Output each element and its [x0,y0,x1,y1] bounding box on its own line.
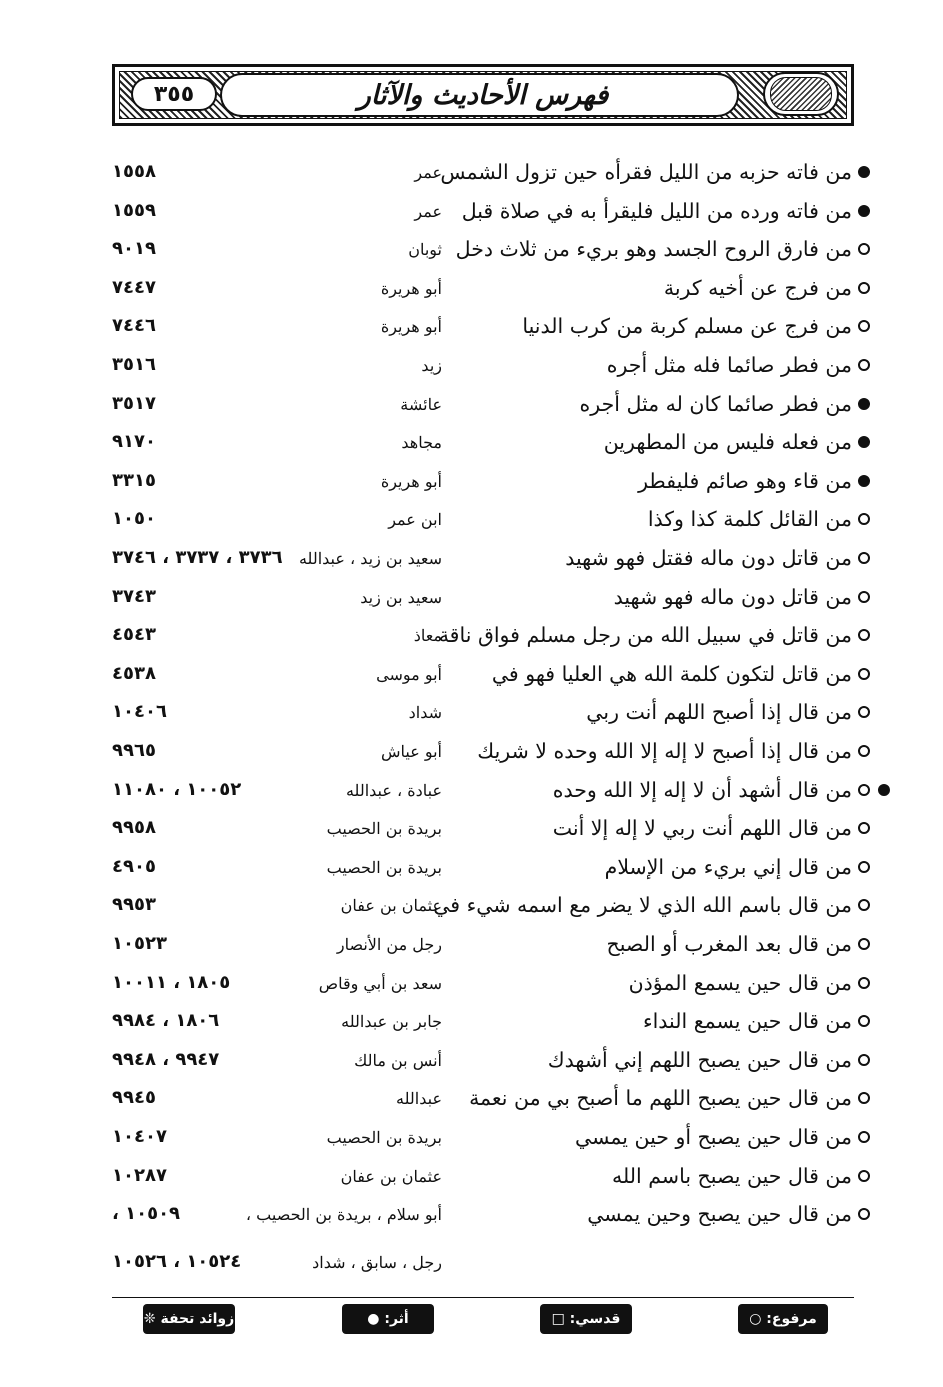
list-item [112,1199,872,1237]
athar-marker-icon [858,166,870,178]
narrator: أبو سلام ، بريدة بن الحصيب ، [245,1205,442,1225]
reference-numbers: ٣٧٣٦ ، ٣٧٣٧ ، ٣٧٤٦ [112,547,283,568]
list-item [112,1006,872,1044]
hadith-text: من فطر صائما فله مثل أجره [606,353,852,377]
hadith-text: من قال حين يصبح اللهم إني أشهدك [547,1047,852,1072]
narrator: عبدالله [396,1089,442,1109]
hadith-text: من فاته حزبه من الليل فقرأه حين تزول الشمس [440,160,852,184]
reference-numbers: ١٥٥٩ [112,199,156,221]
hadith-text: من قال حين يصبح اللهم ما أصبح بي من نعمة [469,1086,852,1111]
page-title: فهرس الأحاديث والآثار [357,79,609,111]
book-seal-logo [763,72,839,116]
reference-numbers: ٧٤٤٦ [112,315,156,337]
reference-numbers: ١٨٠٥ ، ١٠٠١١ [112,971,231,993]
narrator: مجاهد [401,433,442,453]
reference-numbers: ٤٥٣٨ [112,662,156,684]
list-item [112,389,872,427]
reference-numbers: ٩٩٥٣ [112,894,156,916]
narrator: عمر [414,201,442,221]
narrator: زيد [421,356,442,375]
athar-marker-icon [858,475,870,487]
reference-numbers: ٩٩٦٥ [112,740,156,761]
hadith-text: من قال حين يصبح أو حين يمسي [575,1125,852,1149]
marfu-marker-icon [858,938,870,950]
reference-numbers: ١٠٤٠٦ [112,701,167,723]
list-item-continuation [112,1247,872,1285]
hadith-text: من قال حين يسمع النداء [642,1009,852,1034]
hadith-text: من قال باسم الله الذي لا يضر مع اسمه شيء في [433,893,852,918]
list-item [112,196,872,234]
marfu-marker-icon [858,861,870,873]
narrator: سعيد بن زيد ، عبدالله [298,549,442,568]
marfu-marker-icon [858,552,870,564]
reference-numbers: ٤٥٤٣ [112,624,156,646]
list-item [112,311,872,349]
reference-numbers: ١٠٠٥٢ ، ١١٠٨٠ [112,778,242,800]
marfu-marker-icon [858,977,870,989]
marfu-marker-icon [858,899,870,911]
narrator: أبو عياش [380,742,442,761]
marfu-marker-icon [858,1054,870,1066]
narrator: عثمان بن عفان [340,1166,442,1186]
narrator: سعيد بن زيد [360,587,442,607]
hadith-text: من قال بعد المغرب أو الصبح [606,932,852,956]
list-item [112,813,872,851]
narrator: أنس بن مالك [354,1050,442,1070]
narrator: أبو هريرة [380,317,442,337]
hadith-text: من فاته ورده من الليل فليقرأ به في صلاة قبل [461,198,852,223]
marfu-marker-icon [858,513,870,525]
reference-numbers: ١٠٥٢٣ [112,933,167,954]
legend-zawaid: زوائد تحفة ❊ [143,1304,235,1334]
reference-numbers: ٩١٧٠ [112,431,156,453]
hadith-text: من قاتل لتكون كلمة الله هي العليا فهو في [491,661,852,686]
page-number: ٣٥٥ [131,77,217,111]
list-item [112,350,872,388]
hadith-text: من قال إذا أصبح اللهم أنت ربي [586,700,852,725]
athar-marker-icon [858,398,870,410]
marfu-marker-icon [858,1092,870,1104]
reference-numbers: ٩٠١٩ [112,238,156,260]
marfu-marker-icon [858,591,870,603]
list-item [112,1083,872,1121]
list-item [112,890,872,928]
legend-athar: أثر: ● [342,1304,434,1334]
list-item [112,620,872,658]
list-item [112,504,872,542]
marfu-marker-icon [858,1131,870,1143]
marfu-marker-icon [858,1170,870,1182]
list-item [112,1122,872,1160]
narrator: أبو هريرة [380,278,442,298]
narrator: جابر بن عبدالله [341,1012,442,1032]
reference-numbers: ١٠٢٨٧ [112,1164,167,1186]
hadith-text: من قال حين يصبح باسم الله [612,1163,852,1188]
footer-divider [112,1297,854,1298]
marfu-marker-icon [858,822,870,834]
reference-numbers: ٩٩٤٧ ، ٩٩٤٨ [112,1048,220,1070]
hadith-text: من قاء وهو صائم فليفطر [638,468,852,493]
marfu-marker-icon [858,784,870,796]
marfu-marker-icon [858,320,870,332]
list-item [112,968,872,1006]
hadith-text: من فطر صائما كان له مثل أجره [579,391,852,416]
athar-marker-icon [878,784,890,796]
narrator: بريدة بن الحصيب [326,857,442,877]
narrator: ابن عمر [388,510,442,530]
hadith-text: من القائل كلمة كذا وكذا [647,507,852,532]
reference-numbers: ٣٣١٥ [112,469,156,491]
list-item [112,466,872,504]
hadith-text: من قال إني بريء من الإسلام [604,854,852,879]
marfu-marker-icon [858,1208,870,1220]
list-item [112,736,872,774]
reference-numbers: ٣٥١٦ [112,354,156,375]
hadith-text: من فعله فليس من المطهرين [603,430,852,455]
legend-marfu: مرفوع: ○ [738,1304,828,1334]
hadith-text: من فرج عن أخيه كربة [663,275,852,300]
narrator: معاذ [413,626,442,646]
narrator: رجل ، سابق ، شداد [312,1253,442,1272]
reference-numbers: ٣٧٤٣ [112,585,156,607]
reference-numbers: ١٥٥٨ [112,161,156,182]
narrator: عثمان بن عفان [340,896,442,916]
list-item [112,1161,872,1199]
hadith-text: من قال إذا أصبح لا إله إلا الله وحده لا شريك [477,739,852,763]
reference-numbers: ١٠٤٠٧ [112,1126,167,1147]
reference-numbers: ١٨٠٦ ، ٩٩٨٤ [112,1010,220,1032]
narrator: عبادة ، عبدالله [345,780,442,800]
hadith-text: من قال حين يصبح وحين يمسي [587,1202,852,1227]
hadith-text: من قاتل دون ماله فهو شهيد [613,584,852,609]
athar-marker-icon [858,205,870,217]
page-header [112,64,854,126]
reference-numbers: ٧٤٤٧ [112,276,156,298]
narrator: رجل من الأنصار [336,935,442,954]
narrator: عائشة [400,394,442,414]
list-item [112,234,872,272]
marfu-marker-icon [858,629,870,641]
narrator: عمر [414,163,442,182]
list-item [112,775,872,813]
list-item [112,543,872,581]
narrator: شداد [408,703,442,723]
narrator: بريدة بن الحصيب [326,1128,442,1147]
list-item [112,427,872,465]
marfu-marker-icon [858,282,870,294]
list-item [112,659,872,697]
hadith-text: من قال حين يسمع المؤذن [628,970,852,995]
hadith-text: من فارق الروح الجسد وهو بريء من ثلاث دخل [455,237,852,262]
hadith-text: من قال اللهم أنت ربي لا إله إلا أنت [552,816,852,841]
legend-qudsi: قدسي: □ [540,1304,632,1334]
narrator: سعد بن أبي وقاص [318,973,442,993]
marfu-marker-icon [858,1015,870,1027]
hadith-text: من قاتل في سبيل الله من رجل مسلم فواق ناقة [438,623,852,648]
list-item [112,582,872,620]
list-item [112,1045,872,1083]
hadith-text: من قال أشهد أن لا إله إلا الله وحده [552,777,852,802]
marfu-marker-icon [858,706,870,718]
hadith-text: من قاتل دون ماله فقتل فهو شهيد [565,546,852,570]
narrator: ثوبان [408,240,442,260]
list-item [112,697,872,735]
reference-numbers: ٤٩٠٥ [112,855,156,877]
marfu-marker-icon [858,243,870,255]
athar-marker-icon [858,436,870,448]
marfu-marker-icon [858,745,870,757]
marfu-marker-icon [858,359,870,371]
list-item [112,852,872,890]
hadith-text: من فرج عن مسلم كربة من كرب الدنيا [522,314,852,339]
narrator: أبو هريرة [380,471,442,491]
list-item [112,273,872,311]
list-item [112,157,872,195]
reference-numbers: ٩٩٤٥ [112,1087,156,1109]
narrator: بريدة بن الحصيب [326,819,442,839]
narrator: أبو موسى [376,664,442,684]
marfu-marker-icon [858,668,870,680]
reference-numbers: ١٠٥٢٤ ، ١٠٥٢٦ [112,1251,242,1272]
reference-numbers: ١٠٥٠ [112,508,156,530]
reference-numbers: ٣٥١٧ [112,392,156,414]
reference-numbers: ١٠٥٠٩ ، [112,1203,181,1225]
reference-numbers: ٩٩٥٨ [112,817,156,839]
list-item [112,929,872,967]
